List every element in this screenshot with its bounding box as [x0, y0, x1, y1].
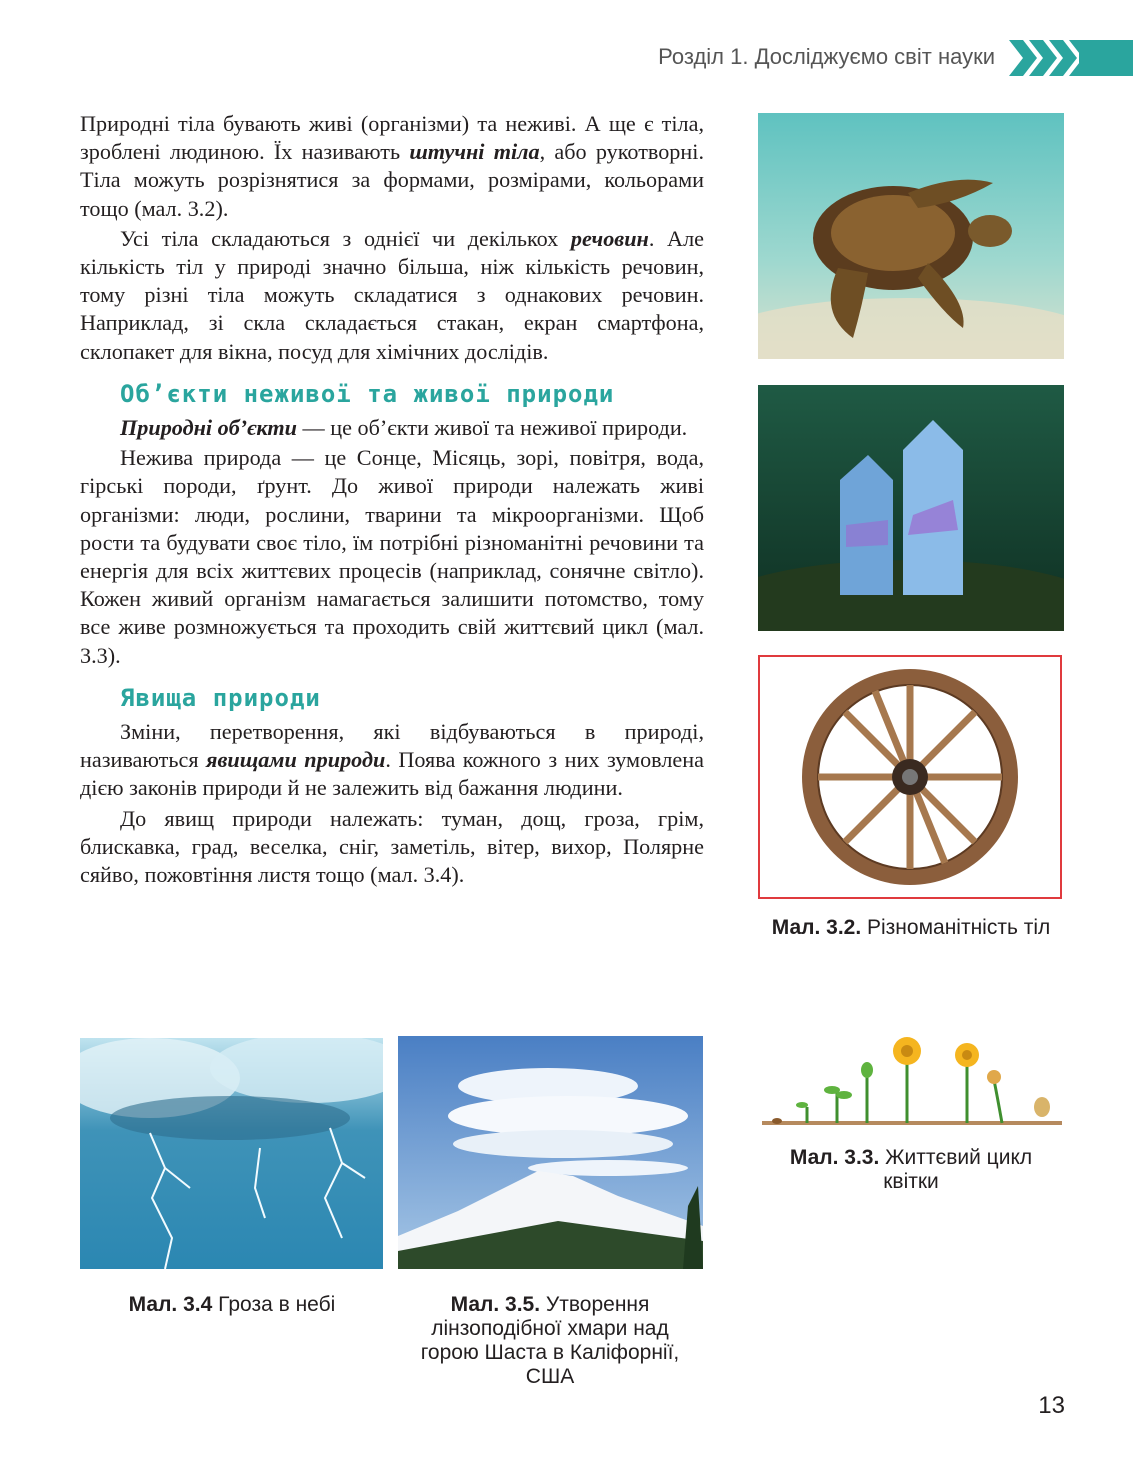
chevrons-icon: [1009, 40, 1133, 76]
term-phenomena: явищами природи: [206, 747, 386, 773]
lightning-photo: [80, 1038, 383, 1269]
paragraph-3: Природні об’єкти — це об’єкти живої та неживої природи.: [120, 415, 688, 441]
paragraph-5: Зміни, перетворення, які відбуваються в природі, називаються явищами природи. Поява кожного з них зумовлена дією законів природи й не залежить від бажання людини.: [80, 719, 705, 801]
term-natural-objects: Природні об’єкти: [120, 415, 297, 441]
paragraph-1: Природні тіла бувають живі (організми) та неживі. А ще є тіла, зроблені людиною. Їх називають штучні тіла, або рукотворні. Тіла можуть розрізнятися за формами, розмірами, кольорами тощо (мал. 3.2).: [80, 111, 704, 221]
caption-fig-3-4: Мал. 3.4 Гроза в небі: [128, 1293, 336, 1316]
heading-objects: Об’єкти неживої та живої природи: [120, 379, 615, 408]
paragraph-2: Усі тіла складаються з однієї чи декількох речовин. Але кількість тіл у природі значно більша, ніж кількість речовин, тому різні тіла можуть складатися з однакових речовин. Наприклад, зі скла складається стакан, екран смартфона, склопакет для вікна, посуд для хімічних дослідів.: [80, 225, 704, 364]
term-substances: речовин: [570, 225, 649, 251]
term-artificial-bodies: штучні тіла: [409, 139, 540, 165]
page-number: 13: [1038, 1392, 1065, 1419]
turtle-photo: [758, 113, 1064, 359]
body-text: [80, 110, 704, 889]
section-title: Розділ 1. Досліджуємо світ науки: [658, 44, 995, 69]
wheel-photo: [758, 655, 1062, 899]
flower-cycle-photo: [762, 1035, 1062, 1130]
running-header: [600, 40, 1133, 80]
caption-fig-3-3: Мал. 3.3. Життєвий цикл квітки: [789, 1146, 1033, 1193]
caption-fig-3-2: Мал. 3.2. Різноманітність тіл: [771, 916, 1051, 939]
paragraph-6: До явищ природи належать: туман, дощ, гроза, грім, блискавка, град, веселка, сніг, заметіль, вітер, вихор, Полярне сяйво, пожовтіння листя тощо (мал. 3.4).: [80, 805, 704, 888]
heading-phenomena: Явища природи: [120, 683, 321, 712]
lenticular-cloud-photo: [398, 1036, 703, 1269]
crystals-photo: [758, 385, 1064, 631]
caption-fig-3-5: Мал. 3.5. Утворення лінзоподібної хмари над горою Шаста в Каліфорнії, США: [420, 1293, 680, 1388]
paragraph-4: Нежива природа — це Сонце, Місяць, зорі, повітря, вода, гірські породи, ґрунт. До живої природи належать живі організми: люди, рослини, тварини та мікроорганізми. Щоб рости та будувати своє тіло, їм потрібні різноманітні речовини та енергія для всіх життєвих процесів (наприклад, сонячне світло). Кожен живий організм намагається залишити потомство, тому все живе розмножується та проходить свій життєвий цикл (мал. 3.3).: [80, 445, 704, 668]
